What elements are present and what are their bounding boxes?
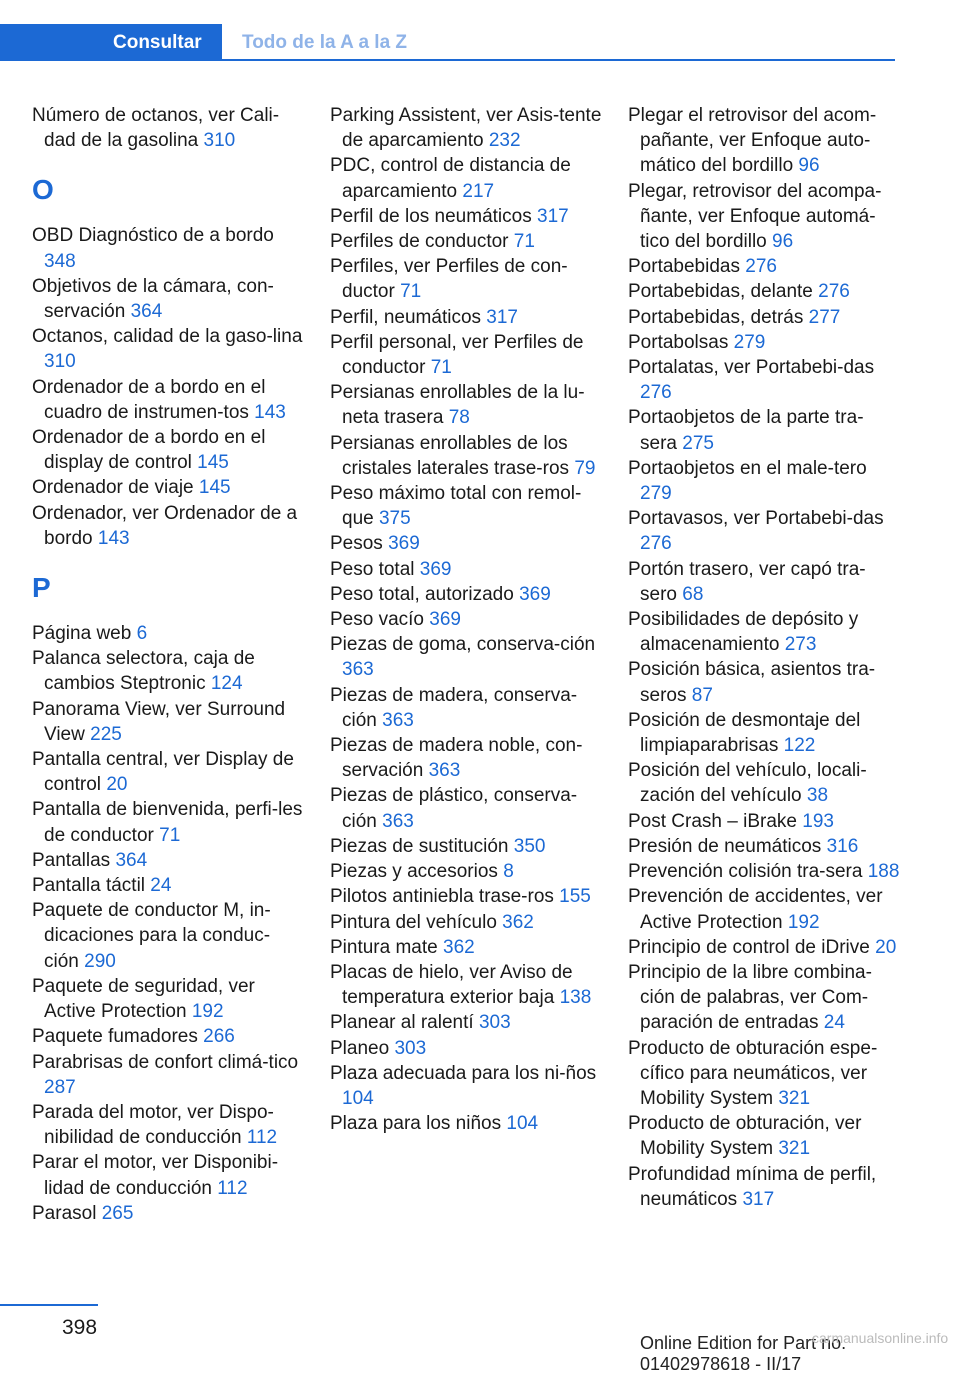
index-entry-text: Parasol [32,1202,97,1224]
index-entry [330,204,602,229]
index-entry [330,330,602,380]
index-entry [32,274,304,324]
page-reference-link[interactable]: 96 [798,155,820,177]
index-entry [330,1111,602,1136]
index-entry [628,859,900,884]
index-entry [628,254,900,279]
page-reference-link[interactable]: 287 [44,1076,76,1098]
index-entry [32,1201,304,1226]
index-entry [32,1100,304,1150]
index-column-2 [330,103,602,1136]
page-reference-link[interactable]: 364 [115,849,148,871]
index-entry-text: Portabebidas, detrás [628,306,804,328]
page-reference-link[interactable]: 369 [388,533,420,555]
page-reference-link[interactable]: 279 [640,483,672,505]
page-reference-link[interactable]: 363 [428,760,461,782]
section-title[interactable]: Todo de la A a la Z [242,32,408,53]
index-entry [330,103,602,153]
index-entry [628,1036,900,1112]
index-entry-text: Palanca selectora, caja de cambios Steptronic [32,648,255,695]
page-reference-link[interactable]: 104 [506,1113,539,1135]
index-entry-text: Ordenador de a bordo en el cuadro de instrumen-tos [32,376,266,423]
edition-note: Online Edition for Part no. 01402978618 - II/17 [640,1333,847,1374]
page-reference-link[interactable]: 112 [217,1177,248,1199]
index-entry-text: Pintura del vehículo [330,911,497,933]
index-entry-text: Perfil, neumáticos [330,306,482,328]
index-entry-text: Número de octanos, ver Cali-dad de la gasolina [32,105,280,152]
index-entry-text: Portaobjetos de la parte tra-sera [628,407,864,454]
index-entry [32,646,304,696]
page-reference-link[interactable]: 78 [448,407,470,429]
page-reference-link[interactable]: 275 [682,432,714,454]
page-reference-link[interactable]: 71 [513,231,535,253]
index-column-3 [628,103,900,1212]
page-reference-link[interactable]: 192 [787,911,820,933]
index-entry-text: Piezas de sustitución [330,835,509,857]
index-entry-text: Perfil de los neumáticos [330,205,532,227]
index-entry [628,305,900,330]
index-entry [628,935,900,960]
index-entry-text: Paquete fumadores [32,1026,198,1048]
page-reference-link[interactable]: 124 [210,673,243,695]
page-reference-link[interactable]: 217 [462,180,495,202]
page-reference-link[interactable]: 71 [430,357,452,379]
index-entry [330,859,602,884]
page-reference-link[interactable]: 316 [826,835,859,857]
index-entry-text: PDC, control de distancia de aparcamiento [330,155,571,202]
page-reference-link[interactable]: 20 [875,936,897,958]
page-reference-link[interactable]: 375 [378,508,411,530]
index-entry-text: Pantalla central, ver Display de control [32,749,294,796]
index-entry [32,223,304,273]
page-header [0,0,895,62]
index-entry-text: Posición de desmontaje del limpiaparabrisas [628,709,861,757]
index-entry [330,783,602,833]
page-reference-link[interactable]: 71 [159,824,181,846]
page-reference-link[interactable]: 348 [44,250,76,272]
index-entry [628,758,900,808]
index-entry-text: Página web [32,623,132,645]
index-entry-text: Portabebidas [628,256,740,278]
index-entry [330,380,602,430]
page-reference-link[interactable]: 192 [191,1001,224,1023]
index-entry-text: Principio de control de iDrive [628,936,870,958]
page-reference-link[interactable]: 24 [823,1012,845,1034]
index-entry-text: Producto de obturación, ver Mobility System [628,1113,862,1160]
index-entry [628,330,900,355]
index-entry-text: Piezas y accesorios [330,861,498,883]
index-entry [628,1111,900,1161]
index-entry [32,1050,304,1100]
index-entry-text: Peso total [330,558,415,580]
index-entry [330,229,602,254]
index-entry [628,657,900,707]
index-entry [628,607,900,657]
index-entry [628,405,900,455]
page-reference-link[interactable]: 362 [443,936,475,958]
page-reference-link[interactable]: 145 [198,477,231,499]
index-entry [628,708,900,758]
index-entry [32,621,304,646]
index-entry [32,747,304,797]
page-reference-link[interactable]: 193 [802,810,834,832]
index-entry [32,324,304,374]
page-reference-link[interactable]: 155 [559,886,591,908]
index-entry-text: Parada del motor, ver Dispo-nibilidad de conducción [32,1101,274,1149]
index-entry [32,848,304,873]
index-entry-text: Piezas de goma, conserva-ción [330,634,596,656]
page-reference-link[interactable]: 68 [682,583,704,605]
watermark: carmanualsonline.info [812,1330,949,1346]
page-reference-link[interactable]: 143 [254,401,286,423]
index-entry [330,582,602,607]
index-entry-text: Posibilidades de depósito y almacenamiento [628,609,859,656]
index-entry [628,834,900,859]
page-reference-link[interactable]: 321 [778,1087,811,1109]
index-entry [330,910,602,935]
page-reference-link[interactable]: 279 [733,331,766,353]
index-entry-text: Pantalla de bienvenida, perfi-les de conductor [32,799,303,846]
page-reference-link[interactable]: 276 [818,281,850,303]
index-entry [32,797,304,847]
page-reference-link[interactable]: 20 [106,774,128,796]
index-entry [330,935,602,960]
page-reference-link[interactable]: 350 [513,835,546,857]
page-reference-link[interactable]: 364 [130,301,163,323]
header-rule [222,59,895,61]
page-reference-link[interactable]: 266 [203,1026,235,1048]
chapter-tab[interactable] [0,24,222,61]
index-entry [330,884,602,909]
page-reference-link[interactable]: 188 [867,861,900,883]
page-reference-link[interactable]: 265 [101,1202,134,1224]
index-entry [628,103,900,179]
page-reference-link[interactable]: 317 [486,306,518,328]
page-reference-link[interactable]: 310 [44,351,76,373]
index-entry-text: Objetivos de la cámara, con-servación [32,275,274,323]
index-entry [32,873,304,898]
index-entry-text: Producto de obturación espe-cífico para neumáticos, ver Mobility System [628,1037,878,1109]
page-reference-link[interactable]: 310 [203,130,236,152]
index-entry [628,557,900,607]
page-reference-link[interactable]: 276 [640,533,672,555]
index-entry [330,557,602,582]
index-entry-text: Principio de la libre combina-ción de palabras, ver Com-paración de entradas [628,961,872,1034]
index-entry-text: Profundidad mínima de perfil, neumáticos [628,1163,877,1210]
page-reference-link[interactable]: 122 [783,735,816,757]
page-number: 398 [62,1316,98,1339]
index-entry [330,153,602,203]
index-entry-text: Posición del vehículo, locali-zación del vehículo [628,760,867,807]
index-entry [330,632,602,682]
index-entry-text: Paquete de conductor M, in-dicaciones para la conduc-ción [32,900,271,972]
page-reference-link[interactable]: 38 [806,785,829,807]
page-reference-link[interactable]: 277 [808,306,841,328]
index-entry [330,305,602,330]
index-entry-text: Presión de neumáticos [628,835,822,857]
chapter-tab-label: Consultar [113,32,202,53]
page-reference-link[interactable]: 6 [136,623,148,645]
index-entry [628,179,900,255]
page-reference-link[interactable]: 321 [778,1138,811,1160]
page-reference-link[interactable]: 303 [394,1037,427,1059]
index-entry [32,425,304,475]
index-entry [32,475,304,500]
index-entry-text: Piezas de plástico, conserva-ción [330,785,578,832]
page-reference-link[interactable]: 138 [559,987,592,1009]
index-entry-text: Paquete de seguridad, ver Active Protection [32,975,255,1023]
index-entry [32,898,304,974]
index-entry [32,1024,304,1049]
page-reference-link[interactable]: 145 [197,452,229,474]
index-entry-text: Pintura mate [330,936,438,958]
index-entry-text: Plegar el retrovisor del acom-pañante, ver Enfoque auto-mático del bordillo [628,105,877,177]
index-entry [32,1150,304,1200]
index-entry-text: Portabebidas, delante [628,281,813,303]
index-letter-heading: O [32,174,54,206]
index-letter-heading: P [32,572,51,604]
page-reference-link[interactable]: 369 [419,558,452,580]
index-entry-text: Ordenador de viaje [32,477,194,499]
page-reference-link[interactable]: 363 [382,810,414,832]
page-reference-link[interactable]: 290 [84,950,116,972]
index-entry-text: Portalatas, ver Portabebi-das [628,357,875,379]
page-reference-link[interactable]: 369 [519,583,551,605]
page-reference-link[interactable]: 104 [342,1087,374,1109]
page-reference-link[interactable]: 317 [537,205,569,227]
page-reference-link[interactable]: 362 [502,911,534,933]
index-entry-text: Parabrisas de confort climá-tico [32,1051,299,1073]
index-entry-text: Portavasos, ver Portabebi-das [628,508,884,530]
index-entry [628,884,900,934]
index-entry-text: Peso vacío [330,609,424,631]
index-entry [32,501,304,551]
index-entry [330,531,602,556]
index-entry-text: Placas de hielo, ver Aviso de temperatura exterior baja [330,961,573,1009]
index-entry-text: Portón trasero, ver capó tra-sero [628,558,866,605]
index-entry-text: Pantalla táctil [32,875,146,897]
index-entry-text: Peso total, autorizado [330,583,514,605]
index-entry [32,974,304,1024]
index-entry-text: Persianas enrollables de los cristales laterales trase-ros [330,432,570,479]
page-reference-link[interactable]: 276 [640,382,672,404]
index-entry-text: Planear al ralentí [330,1012,474,1034]
index-entry-text: Portabolsas [628,331,729,353]
index-entry-text: Peso máximo total con remol-que [330,483,582,530]
index-entry-text: Plegar, retrovisor del acompa-ñante, ver Enfoque automá-tico del bordillo [628,180,882,253]
index-entry-text: Posición básica, asientos tra-seros [628,659,876,706]
index-entry-text: Prevención colisión tra-sera [628,861,863,883]
index-entry [330,254,602,304]
page-reference-link[interactable]: 8 [503,861,514,883]
index-entry-text: Pilotos antiniebla trase-ros [330,886,554,908]
index-entry [330,607,602,632]
page-reference-link[interactable]: 96 [772,231,794,253]
page-reference-link[interactable]: 112 [246,1127,278,1149]
index-entry-text: Pantallas [32,849,111,871]
index-entry [330,1061,602,1111]
footer-rule [0,1304,98,1306]
page-reference-link[interactable]: 363 [342,659,374,681]
index-entry-text: Planeo [330,1037,390,1059]
index-entry [628,279,900,304]
index-entry-text: Plaza adecuada para los ni-ños [330,1062,597,1084]
index-entry-text: Pesos [330,533,383,555]
index-entry-text: Ordenador, ver Ordenador de a bordo [32,502,298,549]
index-entry [330,1010,602,1035]
index-entry [330,683,602,733]
index-entry-text: Parar el motor, ver Disponibi-lidad de conducción [32,1152,279,1199]
page-reference-link[interactable]: 79 [574,457,596,479]
index-entry-text: Ordenador de a bordo en el display de control [32,427,266,474]
index-entry [330,481,602,531]
index-entry [628,355,900,405]
index-entry [32,375,304,425]
index-entry-text: Portaobjetos en el male-tero [628,457,867,479]
index-entry-text: Post Crash – iBrake [628,810,797,832]
page-reference-link[interactable]: 317 [742,1188,775,1210]
index-entry [628,506,900,556]
page-reference-link[interactable]: 232 [488,130,521,152]
index-entry [32,103,304,153]
index-entry [32,697,304,747]
page-reference-link[interactable]: 225 [90,723,122,745]
page-reference-link[interactable]: 303 [478,1012,511,1034]
page-reference-link[interactable]: 71 [400,281,422,303]
index-entry-text: Perfiles de conductor [330,231,509,253]
index-entry [330,1036,602,1061]
index-entry-text: Piezas de madera noble, con-servación [330,735,583,782]
index-entry [628,456,900,506]
index-entry-text: OBD Diagnóstico de a bordo [32,225,274,247]
index-entry [628,1162,900,1212]
index-column-1 [32,103,304,1226]
index-entry [330,733,602,783]
page-reference-link[interactable]: 24 [150,875,172,897]
index-entry [628,960,900,1036]
index-entry-text: Piezas de madera, conserva-ción [330,684,578,731]
index-entry-text: Plaza para los niños [330,1113,502,1135]
index-entry-text: Parking Assistent, ver Asis-tente de aparcamiento [330,105,602,152]
page-reference-link[interactable]: 143 [97,527,130,549]
index-entry [330,960,602,1010]
page-reference-link[interactable]: 363 [382,709,414,731]
index-entry-text: Perfil personal, ver Perfiles de conductor [330,331,584,379]
index-entry-text: Panorama View, ver Surround View [32,698,286,745]
page-reference-link[interactable]: 273 [784,634,817,656]
page-reference-link[interactable]: 276 [745,256,777,278]
index-entry-text: Prevención de accidentes, ver Active Protection [628,886,883,933]
index-entry [330,834,602,859]
index-entry [628,809,900,834]
index-entry-text: Perfiles, ver Perfiles de con-ductor [330,256,568,303]
index-entry-text: Persianas enrollables de la lu-neta trasera [330,382,585,429]
index-entry [330,431,602,481]
index-entry-text: Octanos, calidad de la gaso-lina [32,326,303,348]
page-reference-link[interactable]: 87 [691,684,713,706]
page-reference-link[interactable]: 369 [429,609,461,631]
